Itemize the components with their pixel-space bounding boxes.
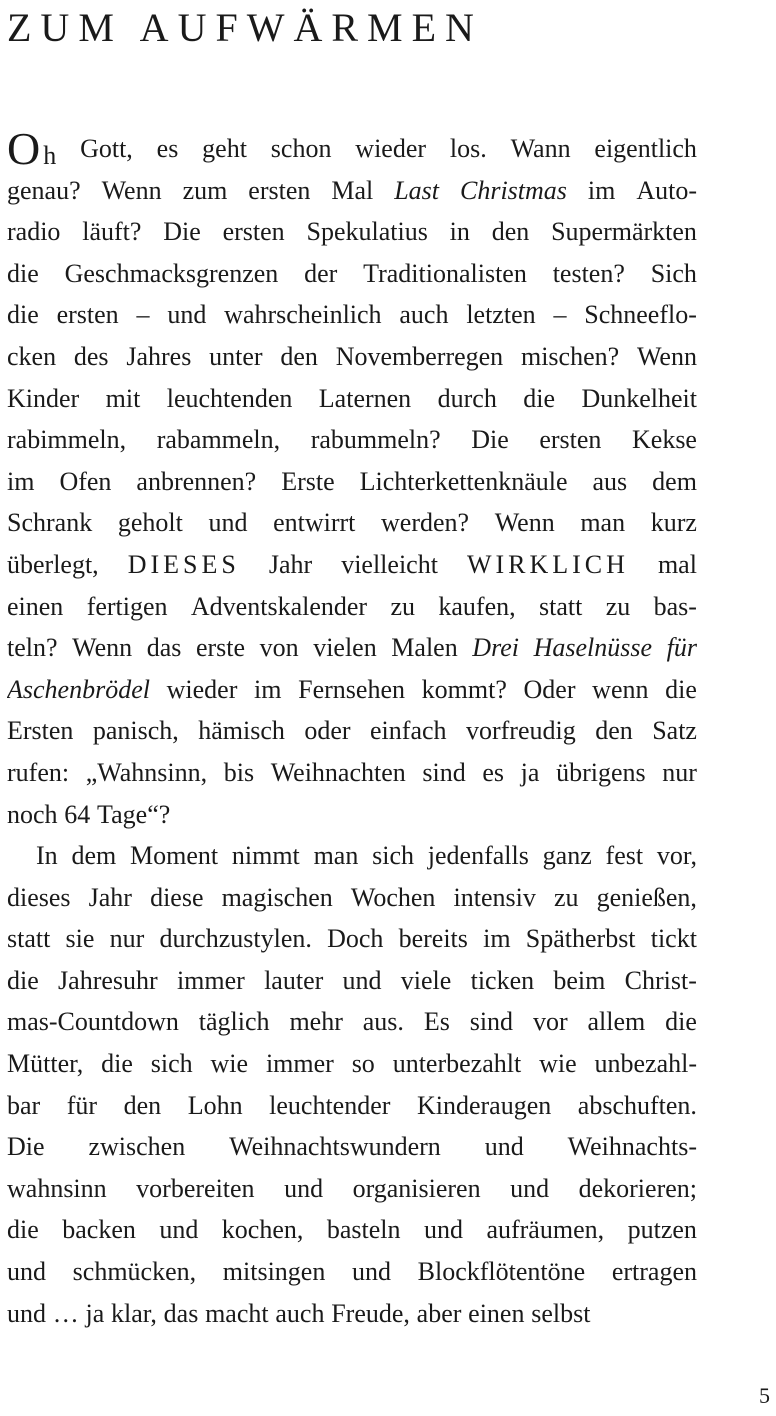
text-line	[7, 835, 697, 877]
word: sie	[65, 924, 95, 954]
word: einfach	[370, 716, 447, 746]
word: es	[482, 757, 505, 787]
word: Wann	[510, 134, 571, 163]
text-line	[7, 794, 697, 836]
word: tickt	[650, 924, 697, 954]
word: Wenn	[72, 633, 133, 663]
text-line	[7, 336, 697, 378]
word: kochen,	[221, 1215, 304, 1245]
word: …	[52, 1298, 79, 1328]
word: In	[36, 841, 58, 871]
word: –	[136, 300, 150, 330]
word: ja	[520, 757, 540, 787]
word: kommt?	[421, 674, 507, 704]
word: wahrscheinlich	[224, 300, 382, 330]
word: 64	[64, 799, 91, 829]
word: eigentlich	[594, 134, 697, 163]
word: Last	[394, 175, 440, 205]
word: zum	[182, 175, 228, 205]
word: vielleicht	[341, 549, 438, 579]
word: hämisch	[198, 716, 285, 746]
word: Weihnachtswundern	[229, 1132, 441, 1162]
word: die	[665, 1007, 697, 1037]
word: wahnsinn	[7, 1173, 107, 1203]
word: diese	[150, 882, 204, 912]
word: die	[7, 965, 39, 995]
word: vorbereiten	[136, 1173, 255, 1203]
word: noch	[7, 799, 58, 829]
word: Mütter,	[7, 1049, 84, 1079]
word: kaufen,	[438, 591, 516, 621]
word: rabimmeln,	[7, 425, 127, 455]
word: sind	[422, 757, 466, 787]
word: Mal	[331, 175, 374, 205]
word: Fernsehen	[298, 674, 405, 704]
word: aber	[416, 1298, 462, 1328]
word: nimmt	[231, 841, 300, 871]
word: Schrank	[7, 508, 93, 538]
word: ja	[85, 1298, 105, 1328]
word: Drei	[472, 633, 519, 663]
text-line	[7, 170, 697, 212]
word: und	[423, 1215, 463, 1245]
chapter-heading: ZUM AUFWÄRMEN	[7, 5, 483, 50]
word: und	[510, 1173, 550, 1203]
word: Haselnüsse	[533, 633, 653, 663]
word: Supermärkten	[551, 217, 697, 247]
word: aus	[592, 466, 628, 496]
word: viele	[400, 965, 452, 995]
word: Malen	[391, 633, 458, 663]
word: Lohn	[187, 1090, 243, 1120]
word: leuchtenden	[166, 383, 293, 413]
word: Es	[423, 1007, 450, 1037]
word: panisch,	[92, 716, 179, 746]
text-line	[7, 586, 697, 628]
word: ertragen	[611, 1257, 697, 1287]
word: macht	[205, 1298, 269, 1328]
word: von	[259, 633, 299, 663]
word: mal	[657, 549, 697, 579]
word: ersten	[248, 175, 311, 205]
text-line	[7, 1251, 697, 1293]
word: mas-Countdown	[7, 1007, 179, 1037]
word: „Wahnsinn,	[85, 757, 208, 787]
word: vor,	[656, 841, 697, 871]
word: Weihnachten	[270, 757, 406, 787]
word: die	[7, 300, 39, 330]
word: Christ-	[624, 965, 697, 995]
word: ersten	[56, 300, 119, 330]
word: im	[7, 466, 35, 496]
word: cken	[7, 341, 57, 371]
word: letzten	[466, 300, 536, 330]
word: Schneeflo-	[584, 300, 697, 330]
text-line	[7, 877, 697, 919]
word: Blockflötentöne	[417, 1257, 586, 1287]
word: Spekulatius	[306, 217, 428, 247]
word: erste	[195, 633, 246, 663]
word: klar,	[111, 1298, 157, 1328]
word: mehr	[289, 1007, 343, 1037]
word: h	[43, 141, 57, 170]
word: im	[587, 175, 616, 205]
text-line	[7, 1085, 697, 1127]
word: den	[123, 1090, 162, 1120]
text-line	[7, 128, 697, 170]
word: anbrennen?	[136, 466, 257, 496]
word: Tage“?	[97, 799, 171, 829]
word: radio	[7, 217, 61, 247]
word: Oder	[523, 674, 576, 704]
word: genießen,	[596, 882, 697, 912]
word: übrigens	[556, 757, 646, 787]
word: geht	[202, 134, 247, 163]
word: Kinder	[7, 383, 80, 413]
word: vorfreudig	[465, 716, 576, 746]
word: Dunkelheit	[581, 383, 697, 413]
word: den	[595, 716, 633, 746]
word: ersten	[539, 425, 602, 455]
word: Gott,	[80, 134, 133, 163]
drop-cap: O	[7, 128, 41, 170]
word: bereits	[398, 924, 468, 954]
word: zu	[553, 882, 579, 912]
word: es	[156, 134, 179, 163]
word: backen	[62, 1215, 136, 1245]
word: immer	[176, 965, 245, 995]
word: geholt	[117, 508, 183, 538]
word: man	[580, 508, 626, 538]
word: allem	[587, 1007, 646, 1037]
word: und	[159, 1215, 199, 1245]
word: fertigen	[86, 591, 168, 621]
word: unter	[209, 341, 263, 371]
word: sich	[372, 841, 415, 871]
word: die	[523, 383, 556, 413]
text-line	[7, 253, 697, 295]
word: Die	[471, 425, 509, 455]
word: durch	[437, 383, 497, 413]
word: Die	[7, 1132, 45, 1162]
word: man	[313, 841, 359, 871]
word: lauter	[264, 965, 324, 995]
word: bis	[223, 757, 255, 787]
word: Freude,	[331, 1298, 410, 1328]
word: Doch	[327, 924, 384, 954]
word: die	[7, 258, 39, 288]
word: Ofen	[59, 466, 112, 496]
word: basteln	[326, 1215, 401, 1245]
text-line	[7, 1168, 697, 1210]
word: Jahr	[88, 882, 132, 912]
word: rufen:	[7, 757, 70, 787]
word: nur	[109, 924, 145, 954]
word: für	[66, 1090, 98, 1120]
word: täglich	[198, 1007, 270, 1037]
word: Auto-	[636, 175, 697, 205]
word: ticken	[470, 965, 535, 995]
word: wieder	[166, 674, 238, 704]
word: zu	[390, 591, 415, 621]
word: und	[208, 508, 248, 538]
word: Aschenbrödel	[7, 674, 150, 704]
word: kurz	[650, 508, 697, 538]
word: Jahresuhr	[58, 965, 158, 995]
word: ersten	[222, 217, 285, 247]
word: ganz	[542, 841, 592, 871]
word: Wenn	[101, 175, 162, 205]
word: läuft?	[82, 217, 142, 247]
word: einen	[7, 591, 64, 621]
text-line	[7, 1293, 697, 1335]
text-line	[7, 378, 697, 420]
word: Die	[163, 217, 201, 247]
word: –	[553, 300, 567, 330]
word: Lichterkettenknäule	[359, 466, 568, 496]
word: intensiv	[453, 882, 536, 912]
word: selbst	[531, 1298, 591, 1328]
word: Wochen	[350, 882, 436, 912]
text-line	[7, 752, 697, 794]
body-text	[7, 128, 697, 1334]
word: statt	[539, 591, 583, 621]
word: wie	[539, 1049, 577, 1079]
word: dem	[71, 841, 117, 871]
word: rabammeln,	[156, 425, 281, 455]
word: in	[449, 217, 470, 247]
word: dekorieren;	[578, 1173, 697, 1203]
word: im	[483, 924, 511, 954]
word: durchzustylen.	[159, 924, 312, 954]
word: Satz	[652, 716, 697, 746]
word: mitsingen	[222, 1257, 326, 1287]
word: das	[163, 1298, 199, 1328]
text-line	[7, 1126, 697, 1168]
word: oder	[304, 716, 351, 746]
word: und	[7, 1298, 46, 1328]
word: sich	[150, 1049, 193, 1079]
text-line	[7, 211, 697, 253]
word: auch	[275, 1298, 325, 1328]
word: des	[73, 341, 109, 371]
word: dieses	[7, 882, 71, 912]
word: magischen	[221, 882, 333, 912]
word: und	[342, 965, 382, 995]
word: sind	[469, 1007, 514, 1037]
word: Laternen	[318, 383, 412, 413]
word: bar	[7, 1090, 41, 1120]
word: Traditionalisten	[363, 258, 527, 288]
word: Kinderaugen	[416, 1090, 552, 1120]
word: WIRKLICH	[466, 549, 629, 579]
word: den	[491, 217, 530, 247]
word: testen?	[552, 258, 625, 288]
word: Wenn	[636, 341, 697, 371]
word: DIESES	[127, 549, 240, 579]
text-line	[7, 1209, 697, 1251]
word: vor	[532, 1007, 568, 1037]
word: Christmas	[460, 175, 567, 205]
text-line	[7, 669, 697, 711]
word: statt	[7, 924, 51, 954]
text-line	[7, 960, 697, 1002]
word: und	[7, 1257, 46, 1287]
word: so	[351, 1049, 375, 1079]
word: los.	[449, 134, 487, 163]
word: bas-	[653, 591, 697, 621]
text-line	[7, 502, 697, 544]
word: Weihnachts-	[567, 1132, 697, 1162]
word: den	[280, 341, 318, 371]
text-line	[7, 627, 697, 669]
word: beim	[553, 965, 606, 995]
word: unterbezahlt	[392, 1049, 522, 1079]
word: für	[666, 633, 697, 663]
word: Erste	[281, 466, 335, 496]
word: wie	[210, 1049, 249, 1079]
word: leuchtender	[269, 1090, 391, 1120]
word: Ersten	[7, 716, 74, 746]
word: Jahres	[126, 341, 192, 371]
word: einen	[468, 1298, 525, 1328]
word: mischen?	[520, 341, 620, 371]
word: Novemberregen	[335, 341, 504, 371]
word: putzen	[627, 1215, 697, 1245]
word: Spätherbst	[525, 924, 636, 954]
word: abschuften.	[577, 1090, 697, 1120]
word: und	[167, 300, 207, 330]
word: rabummeln?	[310, 425, 441, 455]
word: die	[7, 1215, 39, 1245]
word: entwirrt	[273, 508, 356, 538]
text-line	[7, 1043, 697, 1085]
word: nur	[662, 757, 697, 787]
word: mit	[105, 383, 141, 413]
word: organisieren	[352, 1173, 481, 1203]
word: zu	[605, 591, 631, 621]
word: aus.	[362, 1007, 404, 1037]
word: die	[665, 674, 697, 704]
text-line	[7, 419, 697, 461]
word: Adventskalender	[190, 591, 368, 621]
word: und	[484, 1132, 524, 1162]
word: schmücken,	[72, 1257, 197, 1287]
text-line	[7, 1001, 697, 1043]
word: immer	[265, 1049, 334, 1079]
word: wieder	[355, 134, 427, 163]
word: Geschmacksgrenzen	[64, 258, 279, 288]
word: jedenfalls	[427, 841, 529, 871]
word: das	[146, 633, 182, 663]
word: werden?	[381, 508, 470, 538]
word: schon	[270, 134, 332, 163]
text-line	[7, 461, 697, 503]
text-line	[7, 710, 697, 752]
word: teln?	[7, 633, 58, 663]
word: Kekse	[632, 425, 697, 455]
word: die	[101, 1049, 133, 1079]
text-line	[7, 544, 697, 586]
word: und	[352, 1257, 391, 1287]
word: zwischen	[88, 1132, 186, 1162]
word: der	[304, 258, 338, 288]
word: fest	[605, 841, 644, 871]
word: unbezahl-	[594, 1049, 697, 1079]
word: Moment	[130, 841, 219, 871]
word: Jahr	[268, 549, 313, 579]
first-word	[7, 128, 56, 170]
word: und	[284, 1173, 324, 1203]
word: auch	[399, 300, 449, 330]
text-line	[7, 918, 697, 960]
word: genau?	[7, 175, 81, 205]
word: vielen	[313, 633, 377, 663]
word: im	[254, 674, 282, 704]
word: aufräumen,	[486, 1215, 605, 1245]
word: dem	[652, 466, 697, 496]
word: Sich	[650, 258, 697, 288]
word: überlegt,	[7, 549, 99, 579]
word: Wenn	[494, 508, 555, 538]
page-number: 5	[759, 1383, 770, 1408]
text-line	[7, 294, 697, 336]
word: wenn	[592, 674, 649, 704]
